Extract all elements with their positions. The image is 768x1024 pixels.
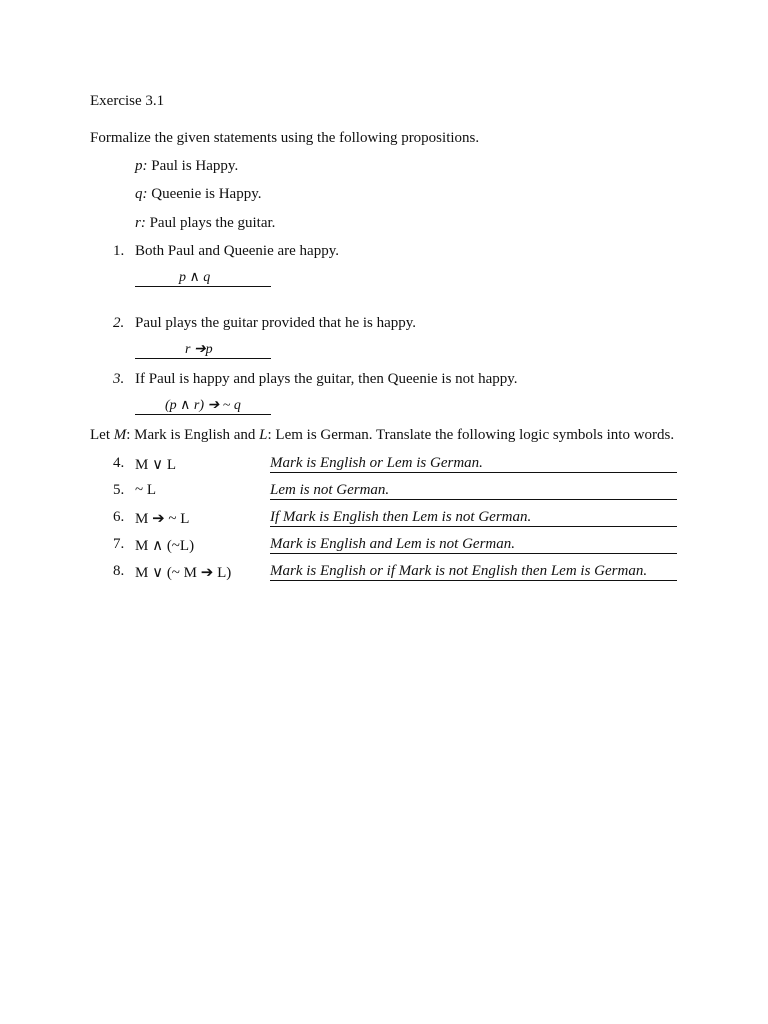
item-number: 6.: [113, 509, 125, 525]
translation-answer: Mark is English and Lem is not German.: [270, 536, 677, 554]
exercise-title: Exercise 3.1: [90, 93, 165, 109]
statement-text: Both Paul and Queenie are happy.: [135, 243, 339, 259]
item-number: 7.: [113, 536, 125, 552]
proposition-q: [135, 186, 262, 203]
statement-text: If Paul is happy and plays the guitar, then Queenie is not happy.: [135, 371, 518, 387]
proposition-text: Paul plays the guitar.: [145, 215, 276, 231]
translation-answer: If Mark is English then Lem is not German.: [270, 509, 677, 527]
statement-number: 2.: [113, 315, 125, 331]
logic-expression: M ∧ (~L): [135, 538, 195, 554]
proposition-symbol: r:: [135, 215, 146, 231]
answer-text: r ➔p: [185, 342, 213, 357]
instructions: Formalize the given statements using the following propositions.: [90, 130, 480, 146]
translation-instructions: [90, 427, 674, 444]
variable-l: L: [259, 427, 268, 443]
item-number: 8.: [113, 563, 125, 579]
answer-text: (p ∧ r) ➔ ~ q: [165, 398, 241, 413]
statement-number: 3.: [113, 371, 125, 387]
proposition-r: [135, 215, 275, 232]
answer-text: p ∧ q: [179, 270, 211, 285]
l-definition: : Lem is German. Translate the following logic symbols into words.: [267, 427, 675, 443]
logic-expression: ~ L: [135, 482, 157, 498]
proposition-symbol: p:: [135, 158, 148, 174]
proposition-text: Queenie is Happy.: [147, 186, 262, 202]
statement-number: 1.: [113, 243, 125, 259]
item-number: 4.: [113, 455, 125, 471]
formalization-answer: [135, 342, 271, 359]
statement-text: Paul plays the guitar provided that he is happy.: [135, 315, 417, 331]
logic-expression: M ➔ ~ L: [135, 511, 190, 527]
formalization-answer: [135, 270, 271, 287]
proposition-text: Paul is Happy.: [147, 158, 239, 174]
proposition-p: [135, 158, 238, 175]
formalization-answer: [135, 398, 271, 415]
let-prefix: Let: [90, 427, 114, 443]
variable-m: M: [113, 427, 127, 443]
m-definition: : Mark is English and: [126, 427, 260, 443]
logic-expression: M ∨ (~ M ➔ L): [135, 565, 232, 581]
translation-answer: Mark is English or if Mark is not English then Lem is German.: [270, 563, 677, 581]
translation-answer: Lem is not German.: [270, 482, 677, 500]
translation-answer: Mark is English or Lem is German.: [270, 455, 677, 473]
logic-expression: M ∨ L: [135, 457, 176, 473]
item-number: 5.: [113, 482, 125, 498]
proposition-symbol: q:: [135, 186, 148, 202]
